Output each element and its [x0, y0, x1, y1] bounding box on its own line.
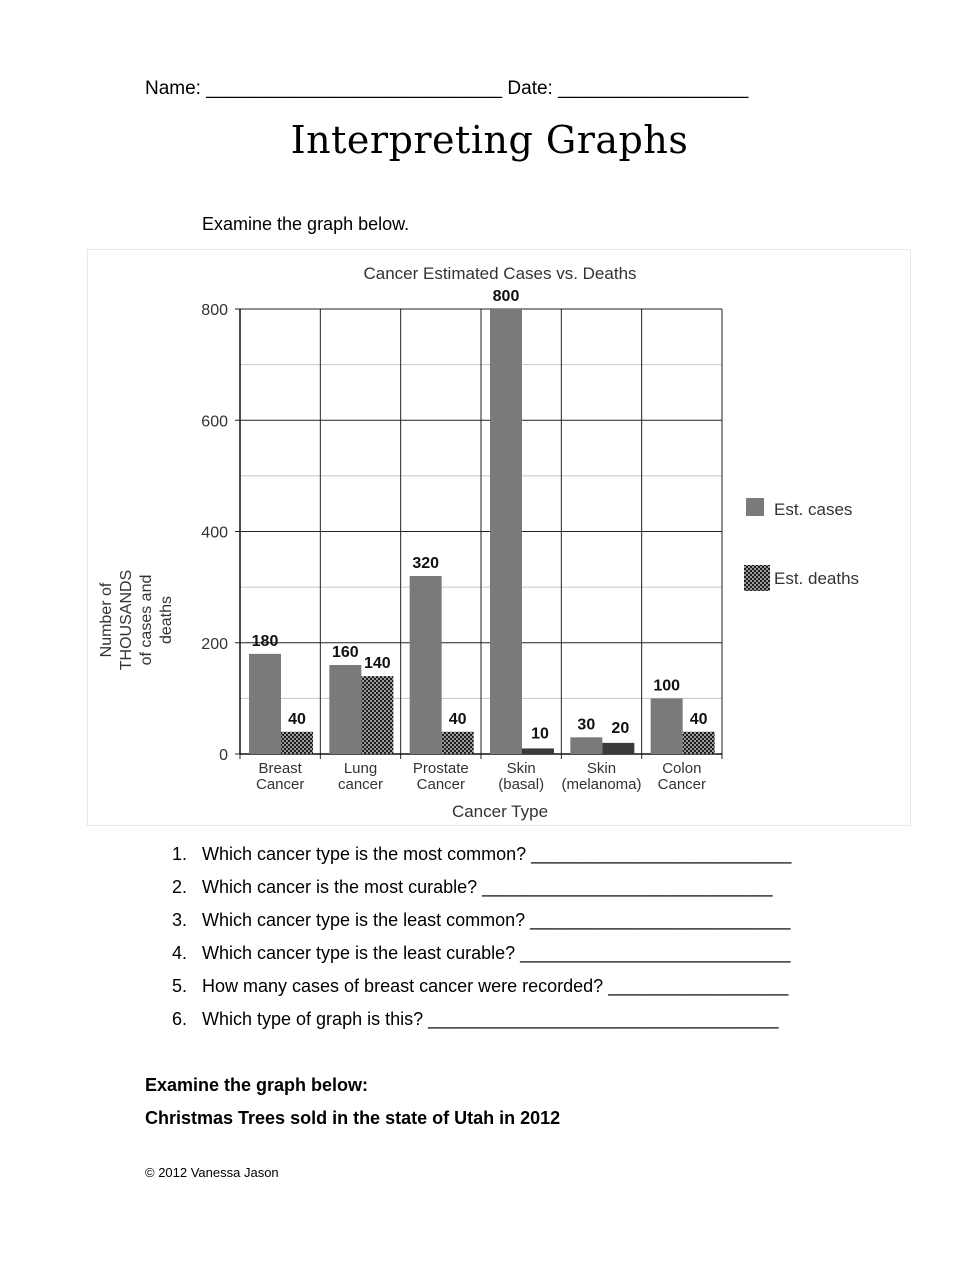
name-date-line: [145, 78, 748, 100]
question-number: 1.: [172, 844, 188, 864]
x-tick-label: Colon: [662, 760, 702, 777]
data-label: 320: [412, 555, 440, 572]
data-label: 800: [492, 288, 520, 305]
chart-x-axis-label: Cancer Type: [451, 802, 549, 821]
question-item: [172, 1009, 791, 1042]
bar-est-cases: [651, 698, 683, 754]
x-tick-label: (melanoma): [561, 776, 642, 793]
bar-est-deaths: [602, 743, 634, 754]
chart-y-axis-label: [98, 570, 175, 670]
name-blank[interactable]: ____________________________: [206, 78, 503, 99]
answer-blank[interactable]: _____________________________: [482, 877, 773, 897]
question-text: Which type of graph is this?: [202, 1009, 424, 1029]
answer-blank[interactable]: ___________________________: [520, 943, 791, 963]
question-text: Which cancer is the most curable?: [202, 877, 478, 897]
bar-est-cases: [249, 654, 281, 754]
bar-est-deaths: [683, 732, 715, 754]
x-tick-label: (basal): [498, 776, 545, 793]
bar-est-deaths: [361, 676, 393, 754]
question-text: Which cancer type is the least common?: [202, 910, 526, 930]
question-number: 3.: [172, 910, 188, 930]
question-item: [172, 943, 791, 976]
y-tick-label: 400: [201, 524, 228, 542]
x-tick-label: Skin: [586, 760, 617, 777]
x-tick-label: Breast: [258, 760, 302, 777]
data-label: 10: [531, 725, 549, 743]
answer-blank[interactable]: ___________________________________: [428, 1009, 779, 1029]
question-item: [172, 877, 791, 910]
y-axis-label-line: THOUSANDS: [118, 569, 135, 671]
question-number: 6.: [172, 1009, 188, 1029]
name-label: Name:: [145, 78, 201, 99]
answer-blank[interactable]: __________________: [608, 976, 789, 996]
data-label: 40: [288, 710, 306, 728]
bar-est-deaths: [522, 748, 554, 754]
question-text: Which cancer type is the most common?: [202, 844, 527, 864]
x-tick-label: Prostate: [412, 760, 469, 777]
page-title: Interpreting Graphs: [290, 118, 689, 162]
answer-blank[interactable]: __________________________: [531, 844, 792, 864]
question-item: [172, 910, 791, 943]
data-label: 40: [689, 710, 708, 728]
data-label: 180: [251, 632, 279, 650]
x-tick-label: Cancer: [416, 776, 466, 793]
data-label: 140: [363, 655, 391, 673]
bar-est-deaths: [442, 732, 474, 754]
chart-legend: [744, 498, 859, 591]
data-label: 20: [611, 719, 630, 737]
question-item: [172, 976, 791, 1009]
question-number: 2.: [172, 877, 188, 897]
bar-est-deaths: [281, 732, 313, 754]
copyright-notice: © 2012 Vanessa Jason: [145, 1165, 279, 1180]
chart-container: [87, 249, 911, 826]
instruction-text: Examine the graph below.: [202, 214, 410, 234]
date-blank[interactable]: __________________: [558, 78, 749, 99]
date-label: Date:: [507, 78, 553, 99]
question-text: Which cancer type is the least curable?: [202, 943, 516, 963]
question-number: 5.: [172, 976, 188, 996]
y-tick-label: 800: [201, 302, 228, 319]
y-tick-label: 600: [201, 413, 228, 431]
x-tick-label: Cancer: [657, 776, 707, 793]
section-2-title: Christmas Trees sold in the state of Utah in 2012: [145, 1108, 561, 1128]
answer-blank[interactable]: __________________________: [530, 910, 791, 930]
y-tick-label: 200: [201, 635, 228, 653]
bar-est-cases: [570, 737, 602, 754]
question-number: 4.: [172, 943, 188, 963]
chart-title: Cancer Estimated Cases vs. Deaths: [363, 264, 637, 283]
y-axis-label-line: of cases and: [138, 574, 155, 666]
data-label: 30: [577, 716, 596, 734]
question-list: [172, 844, 791, 1042]
legend-label-deaths: Est. deaths: [774, 569, 860, 588]
x-tick-label: Lung: [343, 760, 378, 777]
bar-est-cases: [329, 665, 361, 754]
legend-swatch-cases: [746, 498, 764, 516]
x-tick-label: cancer: [337, 776, 384, 793]
legend-swatch-deaths: [744, 565, 770, 591]
x-tick-label: Skin: [506, 760, 536, 777]
question-text: How many cases of breast cancer were recorded?: [202, 976, 604, 996]
y-axis-label-line: Number of: [98, 582, 115, 658]
bar-chart: [88, 250, 910, 825]
data-label: 100: [653, 677, 681, 695]
chart-grid: [235, 309, 722, 759]
data-label: 40: [448, 710, 467, 728]
bar-est-cases: [410, 576, 442, 754]
legend-label-cases: Est. cases: [774, 500, 853, 519]
y-tick-label: 0: [219, 747, 228, 764]
data-label: 160: [331, 644, 359, 661]
section-2-instruction: Examine the graph below:: [145, 1075, 369, 1095]
question-item: [172, 844, 791, 877]
bar-est-cases: [490, 309, 522, 754]
x-tick-label: Cancer: [255, 776, 305, 793]
y-axis-label-line: deaths: [158, 595, 175, 645]
